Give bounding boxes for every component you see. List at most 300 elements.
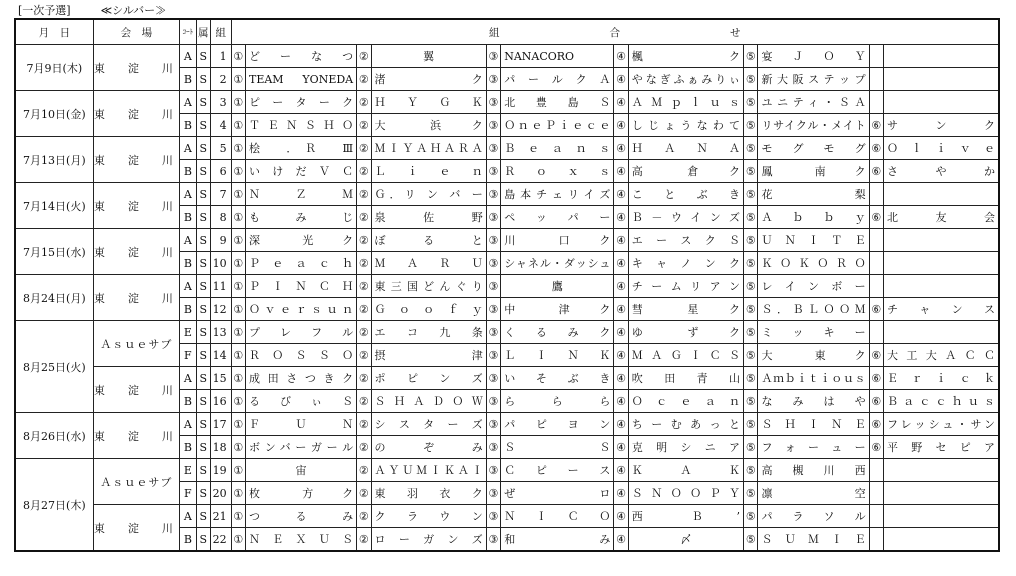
venue-cell: 東 淀 川 — [93, 183, 179, 229]
slot-mark: ② — [357, 298, 371, 321]
slot-mark: ③ — [486, 367, 500, 390]
class-cell: S — [196, 505, 210, 528]
team-name-cell: 大 浜 ク — [371, 114, 486, 137]
slot-mark: ② — [357, 275, 371, 298]
team-name-cell: Ｂ－ウインズ — [628, 206, 743, 229]
slot-mark: ② — [357, 91, 371, 114]
team-name-cell: パ ピ ヨ ン — [501, 413, 614, 436]
slot-mark: ④ — [614, 45, 628, 68]
table-row — [15, 321, 999, 344]
slot-mark: ③ — [486, 459, 500, 482]
team-name-cell: ＡＹＵＭＩＫＡＩ — [371, 459, 486, 482]
slot-mark: ④ — [614, 275, 628, 298]
slot-mark: ⑤ — [744, 321, 758, 344]
slot-mark: ① — [231, 160, 245, 183]
team-name-cell: ＴＥＮＳＨＯ — [245, 114, 356, 137]
team-name-cell: 彗 星 ク — [628, 298, 743, 321]
class-cell: S — [196, 91, 210, 114]
group-number-cell: 13 — [211, 321, 232, 344]
slot-mark: ② — [357, 45, 371, 68]
class-cell: S — [196, 298, 210, 321]
table-row — [15, 183, 999, 206]
team-name-cell: ペ ッ パ ー — [501, 206, 614, 229]
slot-mark: ④ — [614, 91, 628, 114]
team-name-cell: な み は や — [758, 390, 869, 413]
team-name-cell — [884, 229, 1000, 252]
slot-mark: ② — [357, 229, 371, 252]
team-name-cell: ら ら ら — [501, 390, 614, 413]
slot-mark: ② — [357, 390, 371, 413]
team-name-cell: ク ラ ウ ン — [371, 505, 486, 528]
group-number-cell: 16 — [211, 390, 232, 413]
slot-mark: ⑤ — [744, 137, 758, 160]
slot-mark: ④ — [614, 229, 628, 252]
team-name-cell: 東 羽 衣 ク — [371, 482, 486, 505]
group-number-cell: 9 — [211, 229, 232, 252]
group-number-cell: 19 — [211, 459, 232, 482]
slot-mark: ④ — [614, 114, 628, 137]
team-name-cell: 〆 — [628, 528, 743, 552]
slot-mark: ④ — [614, 68, 628, 91]
team-name-cell: Ｅ ｒ ｉ ｃ ｋ — [884, 367, 1000, 390]
team-name-cell: モ グ モ グ — [758, 137, 869, 160]
team-name-cell: ど ー な つ — [245, 45, 356, 68]
slot-mark: ⑤ — [744, 298, 758, 321]
date-cell: 8月25日(火) — [15, 321, 93, 413]
team-name-cell: チ ャ ン ス — [884, 298, 1000, 321]
slot-mark — [869, 45, 883, 68]
team-name-cell: しじょうなわて — [628, 114, 743, 137]
team-name-cell: ＵＮＩＴＥ — [758, 229, 869, 252]
table-row — [15, 45, 999, 68]
team-name-cell: Ｐ Ｉ Ｎ Ｃ Ｈ — [245, 275, 356, 298]
slot-mark: ⑤ — [744, 91, 758, 114]
team-name-cell: 泉 佐 野 — [371, 206, 486, 229]
round-title: [一次予選] — [18, 4, 71, 17]
slot-mark: ② — [357, 436, 371, 459]
slot-mark: ③ — [486, 482, 500, 505]
class-cell: S — [196, 137, 210, 160]
court-cell: A — [180, 413, 196, 436]
team-name-cell: 北 豊 島 Ｓ — [501, 91, 614, 114]
slot-mark: ② — [357, 321, 371, 344]
date-cell: 7月15日(水) — [15, 229, 93, 275]
team-name-cell: 大 東 ク — [758, 344, 869, 367]
group-number-cell: 4 — [211, 114, 232, 137]
group-number-cell: 6 — [211, 160, 232, 183]
slot-mark: ① — [231, 344, 245, 367]
slot-mark: ⑥ — [869, 413, 883, 436]
team-name-cell — [884, 321, 1000, 344]
slot-mark: ① — [231, 436, 245, 459]
team-name-cell: 北 友 会 — [884, 206, 1000, 229]
slot-mark: ④ — [614, 206, 628, 229]
team-name-cell: リサイクル・メイト — [758, 114, 869, 137]
team-name-cell: こ と ぶ き — [628, 183, 743, 206]
team-name-cell: 桧 ．Ｒ Ⅲ — [245, 137, 356, 160]
team-name-cell: Ｓ Ｕ Ｍ Ｉ Ｅ — [758, 528, 869, 552]
team-name-cell: 鳳 南 ク — [758, 160, 869, 183]
slot-mark: ① — [231, 229, 245, 252]
class-cell: S — [196, 459, 210, 482]
slot-mark: ③ — [486, 275, 500, 298]
schedule-table — [14, 18, 1000, 552]
team-name-cell: 鷹 — [501, 275, 614, 298]
court-cell: A — [180, 505, 196, 528]
team-name-cell: 克 明 シ ニ ア — [628, 436, 743, 459]
date-cell: 8月27日(木) — [15, 459, 93, 552]
slot-mark: ① — [231, 482, 245, 505]
team-name-cell: パ ー ル ク Ａ — [501, 68, 614, 91]
group-number-cell: 15 — [211, 367, 232, 390]
team-name-cell: つ る み — [245, 505, 356, 528]
slot-mark: ① — [231, 298, 245, 321]
slot-mark: ⑥ — [869, 160, 883, 183]
slot-mark: ② — [357, 183, 371, 206]
slot-mark: ⑤ — [744, 344, 758, 367]
group-number-cell: 10 — [211, 252, 232, 275]
slot-mark: ④ — [614, 298, 628, 321]
header-class: 属 — [196, 19, 210, 45]
team-name-cell: い そ ぶ き — [501, 367, 614, 390]
team-name-cell: ミ ッ キ ー — [758, 321, 869, 344]
slot-mark: ② — [357, 505, 371, 528]
table-row — [15, 91, 999, 114]
slot-mark: ③ — [486, 252, 500, 275]
group-number-cell: 3 — [211, 91, 232, 114]
slot-mark — [869, 275, 883, 298]
team-name-cell: Ｒ ｏ ｘ ｓ — [501, 160, 614, 183]
header-row — [15, 19, 999, 45]
slot-mark: ① — [231, 528, 245, 552]
team-name-cell: 川 口 ク — [501, 229, 614, 252]
class-cell: S — [196, 436, 210, 459]
team-name-cell: 高 倉 ク — [628, 160, 743, 183]
slot-mark: ③ — [486, 505, 500, 528]
slot-mark: ⑥ — [869, 344, 883, 367]
class-cell: S — [196, 275, 210, 298]
group-number-cell: 17 — [211, 413, 232, 436]
group-number-cell: 22 — [211, 528, 232, 552]
slot-mark: ③ — [486, 114, 500, 137]
team-name-cell: 和 み — [501, 528, 614, 552]
team-name-cell: Ｆ Ｕ Ｎ — [245, 413, 356, 436]
team-name-cell: 宙 — [245, 459, 356, 482]
team-name-cell: の ぞ み — [371, 436, 486, 459]
team-name-cell: ボンバーガール — [245, 436, 356, 459]
court-cell: A — [180, 275, 196, 298]
slot-mark: ② — [357, 206, 371, 229]
team-name-cell: Ｂ ｅ ａ ｎ ｓ — [501, 137, 614, 160]
slot-mark: ④ — [614, 321, 628, 344]
slot-mark: ① — [231, 114, 245, 137]
slot-mark: ⑤ — [744, 252, 758, 275]
slot-mark: ⑤ — [744, 367, 758, 390]
team-name-cell — [884, 252, 1000, 275]
team-name-cell: 凛 空 — [758, 482, 869, 505]
team-name-cell: 平 野 セ ピ ア — [884, 436, 1000, 459]
team-name-cell: レ イ ン ボ ー — [758, 275, 869, 298]
slot-mark — [869, 183, 883, 206]
group-number-cell: 8 — [211, 206, 232, 229]
team-name-cell: Ａｍｂｉｔｉｏｕｓ — [758, 367, 869, 390]
division-title: ≪シルバー≫ — [100, 4, 167, 17]
team-name-cell: 渚 ク — [371, 68, 486, 91]
slot-mark: ② — [357, 344, 371, 367]
slot-mark: ① — [231, 505, 245, 528]
slot-mark: ③ — [486, 229, 500, 252]
venue-cell: 東 淀 川 — [93, 367, 179, 413]
team-name-cell — [884, 459, 1000, 482]
team-name-cell: ち ー む あ っ と — [628, 413, 743, 436]
slot-mark: ② — [357, 459, 371, 482]
court-cell: B — [180, 298, 196, 321]
slot-mark: ④ — [614, 344, 628, 367]
header-court: ｺｰﾄ — [180, 19, 196, 45]
table-row — [15, 367, 999, 390]
header-venue: 会 場 — [93, 19, 179, 45]
team-name-cell: Ｃ ピ ー ス — [501, 459, 614, 482]
team-name-cell: フ ォ ー ュ ー — [758, 436, 869, 459]
slot-mark: ① — [231, 183, 245, 206]
venue-cell: 東 淀 川 — [93, 413, 179, 459]
group-number-cell: 12 — [211, 298, 232, 321]
slot-mark: ② — [357, 252, 371, 275]
court-cell: B — [180, 114, 196, 137]
slot-mark: ② — [357, 482, 371, 505]
slot-mark: ② — [357, 68, 371, 91]
slot-mark: ⑤ — [744, 160, 758, 183]
header-matchup: 組合せ — [231, 19, 999, 45]
slot-mark: ③ — [486, 298, 500, 321]
court-cell: B — [180, 528, 196, 552]
slot-mark: ⑤ — [744, 114, 758, 137]
slot-mark: ③ — [486, 413, 500, 436]
team-name-cell: シャネル・ダッシュ — [501, 252, 614, 275]
court-cell: F — [180, 482, 196, 505]
slot-mark: ⑤ — [744, 68, 758, 91]
team-name-cell: 翼 — [371, 45, 486, 68]
venue-cell: Ａｓｕｅサブ — [93, 321, 179, 367]
team-name-cell: も み じ — [245, 206, 356, 229]
slot-mark: ③ — [486, 390, 500, 413]
slot-mark: ③ — [486, 68, 500, 91]
team-name-cell: フレッシュ・サン — [884, 413, 1000, 436]
slot-mark: ④ — [614, 436, 628, 459]
class-cell: S — [196, 229, 210, 252]
court-cell: F — [180, 344, 196, 367]
slot-mark — [869, 321, 883, 344]
team-name-cell: ＳＨＡＤＯＷ — [371, 390, 486, 413]
date-cell: 7月9日(木) — [15, 45, 93, 91]
slot-mark: ⑤ — [744, 206, 758, 229]
court-cell: B — [180, 252, 196, 275]
slot-mark: ④ — [614, 367, 628, 390]
team-name-cell: Ｌ ｉ ｅ ｎ — [371, 160, 486, 183]
team-name-cell: 吹 田 青 山 — [628, 367, 743, 390]
team-name-cell: 成田さつきク — [245, 367, 356, 390]
slot-mark: ⑤ — [744, 229, 758, 252]
team-name-cell: Ｎ Ｚ Ｍ — [245, 183, 356, 206]
class-cell: S — [196, 206, 210, 229]
slot-mark: ⑤ — [744, 505, 758, 528]
slot-mark: ④ — [614, 160, 628, 183]
court-cell: B — [180, 160, 196, 183]
court-cell: A — [180, 367, 196, 390]
schedule-body — [15, 45, 999, 552]
group-number-cell: 14 — [211, 344, 232, 367]
team-name-cell: Ｇ．リ ン バ ー — [371, 183, 486, 206]
team-name-cell: Ｂａｃｃｈｕｓ — [884, 390, 1000, 413]
slot-mark: ⑥ — [869, 298, 883, 321]
court-cell: A — [180, 183, 196, 206]
venue-cell: 東 淀 川 — [93, 45, 179, 91]
team-name-cell: さ や か — [884, 160, 1000, 183]
team-name-cell: Ｈ Ｙ Ｇ Ｋ — [371, 91, 486, 114]
team-name-cell: やなぎふぁみりぃ — [628, 68, 743, 91]
class-cell: S — [196, 528, 210, 552]
team-name-cell: Ｎ Ｉ Ｃ Ｏ — [501, 505, 614, 528]
team-name-cell: Ｐ ｅ ａ ｃ ｈ — [245, 252, 356, 275]
team-name-cell: 摂 津 — [371, 344, 486, 367]
slot-mark: ③ — [486, 45, 500, 68]
group-number-cell: 5 — [211, 137, 232, 160]
slot-mark: ② — [357, 367, 371, 390]
team-name-cell: ポ ピ ン ズ — [371, 367, 486, 390]
slot-mark: ⑥ — [869, 390, 883, 413]
team-name-cell — [884, 505, 1000, 528]
team-name-cell: 新大阪ステップ — [758, 68, 869, 91]
slot-mark: ① — [231, 91, 245, 114]
team-name-cell: 枚 方 ク — [245, 482, 356, 505]
slot-mark — [869, 91, 883, 114]
slot-mark: ① — [231, 390, 245, 413]
slot-mark: ⑤ — [744, 275, 758, 298]
team-name-cell: ユニティ・ＳＡ — [758, 91, 869, 114]
team-name-cell: Ｏ ｌ ｉ ｖ ｅ — [884, 137, 1000, 160]
court-cell: B — [180, 436, 196, 459]
slot-mark: ① — [231, 137, 245, 160]
slot-mark — [869, 459, 883, 482]
slot-mark: ④ — [614, 459, 628, 482]
slot-mark: ① — [231, 45, 245, 68]
class-cell: S — [196, 390, 210, 413]
group-number-cell: 1 — [211, 45, 232, 68]
team-name-cell: Ａ ｂ ｂ ｙ — [758, 206, 869, 229]
team-name-cell: 花 梨 — [758, 183, 869, 206]
team-name-cell: く る み ク — [501, 321, 614, 344]
slot-mark: ④ — [614, 413, 628, 436]
class-cell: S — [196, 114, 210, 137]
team-name-cell: パ ラ ソ ル — [758, 505, 869, 528]
slot-mark: ④ — [614, 137, 628, 160]
team-name-cell: Ｓ Ｓ — [501, 436, 614, 459]
class-cell: S — [196, 252, 210, 275]
team-name-cell: ＫＯＫＯＲＯ — [758, 252, 869, 275]
group-number-cell: 21 — [211, 505, 232, 528]
slot-mark: ③ — [486, 183, 500, 206]
slot-mark: ④ — [614, 505, 628, 528]
slot-mark: ④ — [614, 390, 628, 413]
team-name-cell: 中 津 ク — [501, 298, 614, 321]
slot-mark: ① — [231, 321, 245, 344]
slot-mark: ⑤ — [744, 482, 758, 505]
page-header — [18, 2, 166, 18]
team-name-cell: ロ ー ガ ン ズ — [371, 528, 486, 552]
slot-mark: ③ — [486, 91, 500, 114]
team-name-cell: ぜ ロ — [501, 482, 614, 505]
date-cell: 7月10日(金) — [15, 91, 93, 137]
team-name-cell: Ｈ Ａ Ｎ Ａ — [628, 137, 743, 160]
team-name-cell: 島本チェリイズ — [501, 183, 614, 206]
class-cell: S — [196, 183, 210, 206]
slot-mark: ② — [357, 137, 371, 160]
header-date: 月 日 — [15, 19, 93, 45]
team-name-cell: Ｍ Ａ Ｒ Ｕ — [371, 252, 486, 275]
team-name-cell: ゆ ず ク — [628, 321, 743, 344]
date-cell: 8月24日(月) — [15, 275, 93, 321]
slot-mark: ④ — [614, 183, 628, 206]
slot-mark: ⑤ — [744, 183, 758, 206]
team-name-cell: Ｋ Ａ Ｋ — [628, 459, 743, 482]
slot-mark: ⑥ — [869, 367, 883, 390]
slot-mark: ② — [357, 413, 371, 436]
slot-mark — [869, 482, 883, 505]
team-name-cell: ぼ る と — [371, 229, 486, 252]
team-name-cell: エ コ 九 条 — [371, 321, 486, 344]
team-name-cell: チ ー ム リ ア ン — [628, 275, 743, 298]
table-row — [15, 505, 999, 528]
slot-mark: ⑥ — [869, 114, 883, 137]
team-name-cell: ＡＭｐｌｕｓ — [628, 91, 743, 114]
class-cell: S — [196, 344, 210, 367]
slot-mark: ③ — [486, 528, 500, 552]
group-number-cell: 7 — [211, 183, 232, 206]
slot-mark: ⑥ — [869, 436, 883, 459]
team-name-cell: サ ン ク — [884, 114, 1000, 137]
team-name-cell: Ｏ ｃ ｅ ａ ｎ — [628, 390, 743, 413]
venue-cell: 東 淀 川 — [93, 275, 179, 321]
slot-mark: ② — [357, 114, 371, 137]
group-number-cell: 11 — [211, 275, 232, 298]
team-name-cell — [884, 275, 1000, 298]
team-name-cell — [884, 528, 1000, 552]
slot-mark: ③ — [486, 206, 500, 229]
class-cell: S — [196, 482, 210, 505]
group-number-cell: 20 — [211, 482, 232, 505]
table-row — [15, 275, 999, 298]
slot-mark — [869, 68, 883, 91]
slot-mark: ① — [231, 68, 245, 91]
team-name-cell: Ｓ Ｈ Ｉ Ｎ Ｅ — [758, 413, 869, 436]
team-name-cell: Ｇ ｏ ｏ ｆ ｙ — [371, 298, 486, 321]
header-group: 組 — [211, 19, 232, 45]
team-name-cell: ＯｎｅＰｉｅｃｅ — [501, 114, 614, 137]
team-name-cell: キ ャ ノ ン ク — [628, 252, 743, 275]
slot-mark — [869, 229, 883, 252]
team-name-cell: 西 Ｂ ’ — [628, 505, 743, 528]
team-name-cell: 深 光 ク — [245, 229, 356, 252]
venue-cell: 東 淀 川 — [93, 505, 179, 552]
slot-mark: ⑤ — [744, 390, 758, 413]
table-row — [15, 413, 999, 436]
slot-mark: ③ — [486, 137, 500, 160]
slot-mark: ⑤ — [744, 528, 758, 552]
team-name-cell — [884, 91, 1000, 114]
date-cell: 7月13日(月) — [15, 137, 93, 183]
team-name-cell: 宴 Ｊ Ｏ Ｙ — [758, 45, 869, 68]
slot-mark: ③ — [486, 160, 500, 183]
